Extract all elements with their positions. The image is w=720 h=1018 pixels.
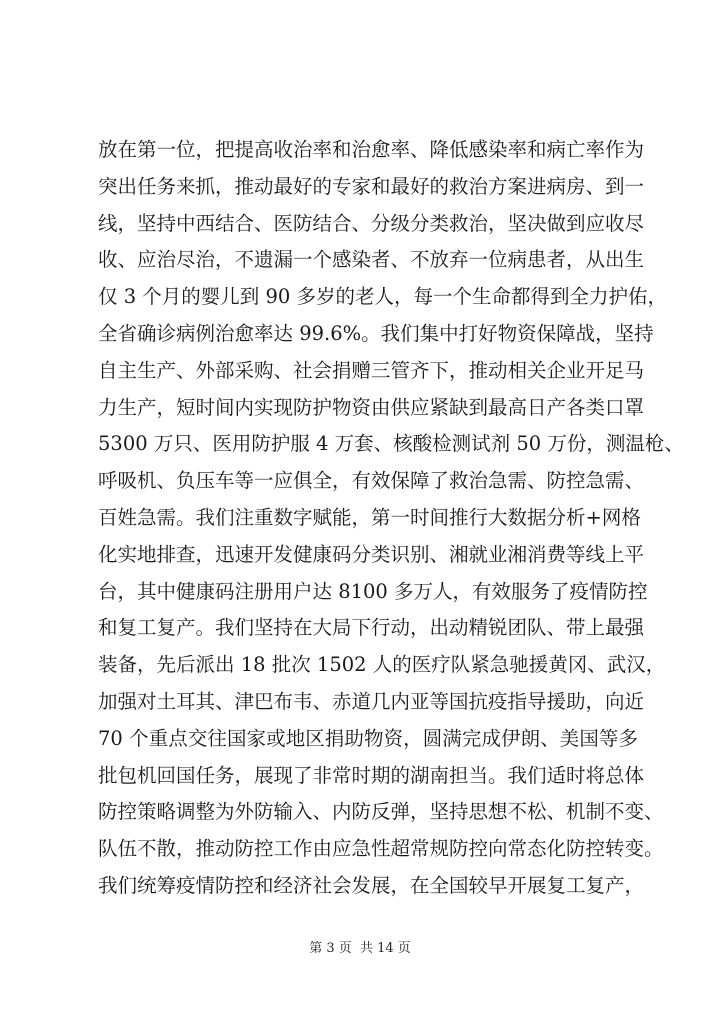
text-line: 收、应治尽治，不遗漏一个感染者、不放弃一位病患者，从出生	[98, 248, 645, 272]
page-total: 共 14 页	[359, 941, 411, 956]
text-line: 批包机回国任务，展现了非常时期的湖南担当。我们适时将总体	[98, 763, 645, 787]
text-line: 队伍不散，推动防控工作由应急性超常规防控向常态化防控转变。	[98, 837, 664, 861]
text-line: 我们统筹疫情防控和经济社会发展，在全国较早开展复工复产，	[98, 873, 645, 897]
text-line: 和复工复产。我们坚持在大局下行动，出动精锐团队、带上最强	[98, 616, 645, 640]
text-line: 70 个重点交往国家或地区捐助物资，圆满完成伊朗、美国等多	[98, 726, 638, 750]
text-line: 化实地排查，迅速开发健康码分类识别、湘就业湘消费等线上平	[98, 542, 645, 566]
text-line: 自主生产、外部采购、社会捐赠三管齐下，推动相关企业开足马	[98, 358, 645, 382]
text-line: 百姓急需。我们注重数字赋能，第一时间推行大数据分析+网格	[98, 505, 641, 529]
text-line: 装备，先后派出 18 批次 1502 人的医疗队紧急驰援黄冈、武汉，	[98, 653, 666, 677]
text-line: 台，其中健康码注册用户达 8100 多万人，有效服务了疫情防控	[98, 579, 648, 603]
text-line: 仅 3 个月的婴儿到 90 多岁的老人，每一个生命都得到全力护佑，	[98, 285, 668, 309]
text-line: 呼吸机、负压车等一应俱全，有效保障了救治急需、防控急需、	[98, 469, 645, 493]
text-line: 线，坚持中西结合、医防结合、分级分类救治，坚决做到应收尽	[98, 211, 645, 235]
page-footer	[0, 937, 720, 956]
text-line: 突出任务来抓，推动最好的专家和最好的救治方案进病房、到一	[98, 174, 645, 198]
page-number: 第 3 页	[309, 941, 352, 956]
text-line: 力生产，短时间内实现防护物资由供应紧缺到最高日产各类口罩	[98, 395, 645, 419]
text-line: 5300 万只、医用防护服 4 万套、核酸检测试剂 50 万份，测温枪、	[98, 432, 684, 456]
text-line: 全省确诊病例治愈率达 99.6%。我们集中打好物资保障战，坚持	[98, 321, 654, 345]
text-line: 放在第一位，把提高收治率和治愈率、降低感染率和病亡率作为	[98, 138, 645, 161]
text-line: 防控策略调整为外防输入、内防反弹，坚持思想不松、机制不变、	[98, 800, 664, 824]
text-line: 加强对土耳其、津巴布韦、赤道几内亚等国抗疫指导援助，向近	[98, 689, 645, 713]
body-text	[98, 132, 684, 905]
